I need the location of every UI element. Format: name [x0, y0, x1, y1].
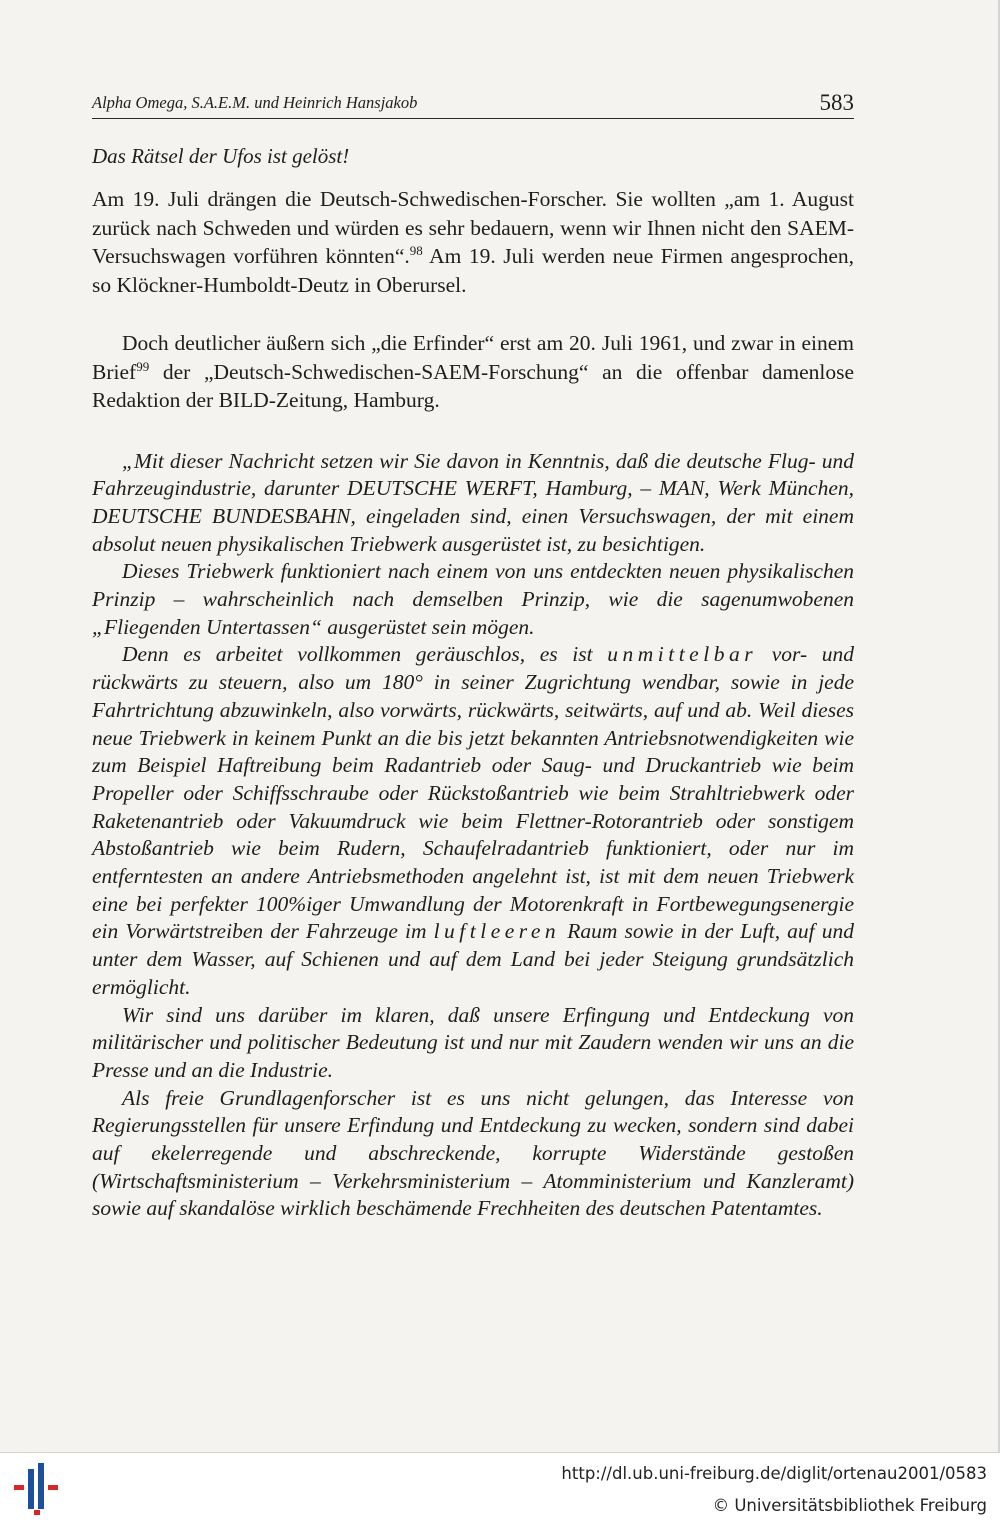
quote-p3-spaced-word-2: luftleeren [433, 919, 561, 944]
quote-paragraph-1: „Mit dieser Nachricht setzen wir Sie davon in Kenntnis, daß die deutsche Flug- und Fahrzeugindustrie, darunter DEUTSCHE WERFT, Hamburg, – MAN, Werk München, DEUTSCHE BUNDESBAHN, eingeladen sind, einen Versuchswagen, der mit einem absolut neuen physikalischen Triebwerk ausgerüstet ist, zu besichtigen. [92, 448, 854, 556]
running-head: Alpha Omega, S.A.E.M. und Heinrich Hansjakob [92, 93, 418, 112]
paragraph-2-text-cont: der „Deutsch-Schwedischen-SAEM-Forschung“ an die offenbar damenlose Redaktion der BILD-Zeitung, Hamburg. [92, 359, 854, 412]
quote-paragraph-3 [92, 641, 854, 1001]
page-header [92, 84, 854, 119]
quote-p3-text-c: Raum sowie in der Luft, auf und unter dem Wasser, auf Schienen und auf dem Land bei jeder Steigung grundsätzlich ermöglicht. [92, 919, 854, 999]
paragraph-1 [92, 185, 854, 299]
quote-paragraph-2: Dieses Triebwerk funktioniert nach einem von uns entdeckten neuen physikalischen Prinzip – wahrscheinlich nach demselben Prinzip, wie die sagenumwobenen „Fliegenden Untertassen“ ausgerüstet sein mögen. [92, 559, 854, 639]
page-content [92, 141, 854, 1223]
ub-freiburg-logo-icon [12, 1463, 64, 1515]
footnote-ref-98: 98 [409, 243, 423, 258]
permalink-url[interactable]: http://dl.ub.uni-freiburg.de/diglit/ortenau2001/0583 [561, 1464, 987, 1483]
copyright-notice: © Universitätsbibliothek Freiburg [712, 1496, 987, 1515]
viewer-footer [0, 1453, 1007, 1525]
quote-paragraph-5: Als freie Grundlagenforscher ist es uns nicht gelungen, das Interesse von Regierungsstellen für unsere Erfindung und Entdeckung zu wecken, sondern sind dabei auf ekelerregende und abschreckende, korrupte Widerstände gestoßen (Wirtschaftsministerium – Verkehrsministerium – Atomministerium und Kanzleramt) sowie auf skandalöse wirklich beschämende Frechheiten des deutschen Patentamtes. [92, 1085, 854, 1221]
paragraph-2-text: Doch deutlicher äußern sich „die Erfinder“ erst am 20. Juli 1961, und zwar in einem Brief [92, 331, 854, 384]
letter-quote [92, 448, 854, 1224]
quote-p3-text-a: Denn es arbeitet vollkommen geräuschlos, es ist [122, 642, 608, 667]
quote-p3-text-b: vor- und rückwärts zu steuern, also um 180° in seiner Zugrichtung wendbar, sowie in jede Fahrtrichtung abzuwinkeln, also vorwärts, rückwärts, seitwärts, auf und ab. Weil dieses neue Triebwerk in keinem Punkt an die bis jetzt bekannten Antriebsnotwendigkeiten wie zum Beispiel Haftreibung beim Radantrieb oder Saug- und Druckantrieb wie beim Propeller oder Schiffsschraube oder Rückstoßantrieb wie beim Strahltriebwerk oder Raketenantrieb oder Vakuumdruck wie beim Flettner-Rotorantrieb oder sonstigem Abstoßantrieb wie beim Rudern, Schaufelradantrieb funktioniert, oder nur im entferntesten an andere Antriebsmethoden angelehnt ist, ist mit dem neuen Triebwerk eine bei perfekter 100%iger Umwandlung der Motorenkraft in Fortbewegungsenergie ein Vorwärtstreiben der Fahrzeuge im [92, 642, 854, 944]
quote-p3-spaced-word: unmittelbar [607, 642, 758, 667]
page-number: 583 [819, 90, 854, 115]
footnote-ref-99: 99 [136, 358, 150, 374]
paragraph-1-text: Am 19. Juli drängen die Deutsch-Schwedischen-Forscher. Sie wollten „am 1. August zurück nach Schweden und würden es sehr bedauern, wenn wir Ihnen nicht den SAEM-Versuchswagen vorführen könnten“. [92, 187, 854, 268]
paragraph-1-text-cont: Am 19. Juli werden neue Firmen angesprochen, so Klöckner-Humboldt-Deutz in Oberursel. [92, 244, 854, 297]
quote-paragraph-4: Wir sind uns darüber im klaren, daß unsere Erfingung und Entdeckung von militärischer und politischer Bedeutung ist und nur mit Zaudern wenden wir uns an die Presse und an die Industrie. [92, 1002, 854, 1082]
paragraph-2 [92, 329, 854, 415]
section-title: Das Rätsel der Ufos ist gelöst! [92, 144, 350, 168]
